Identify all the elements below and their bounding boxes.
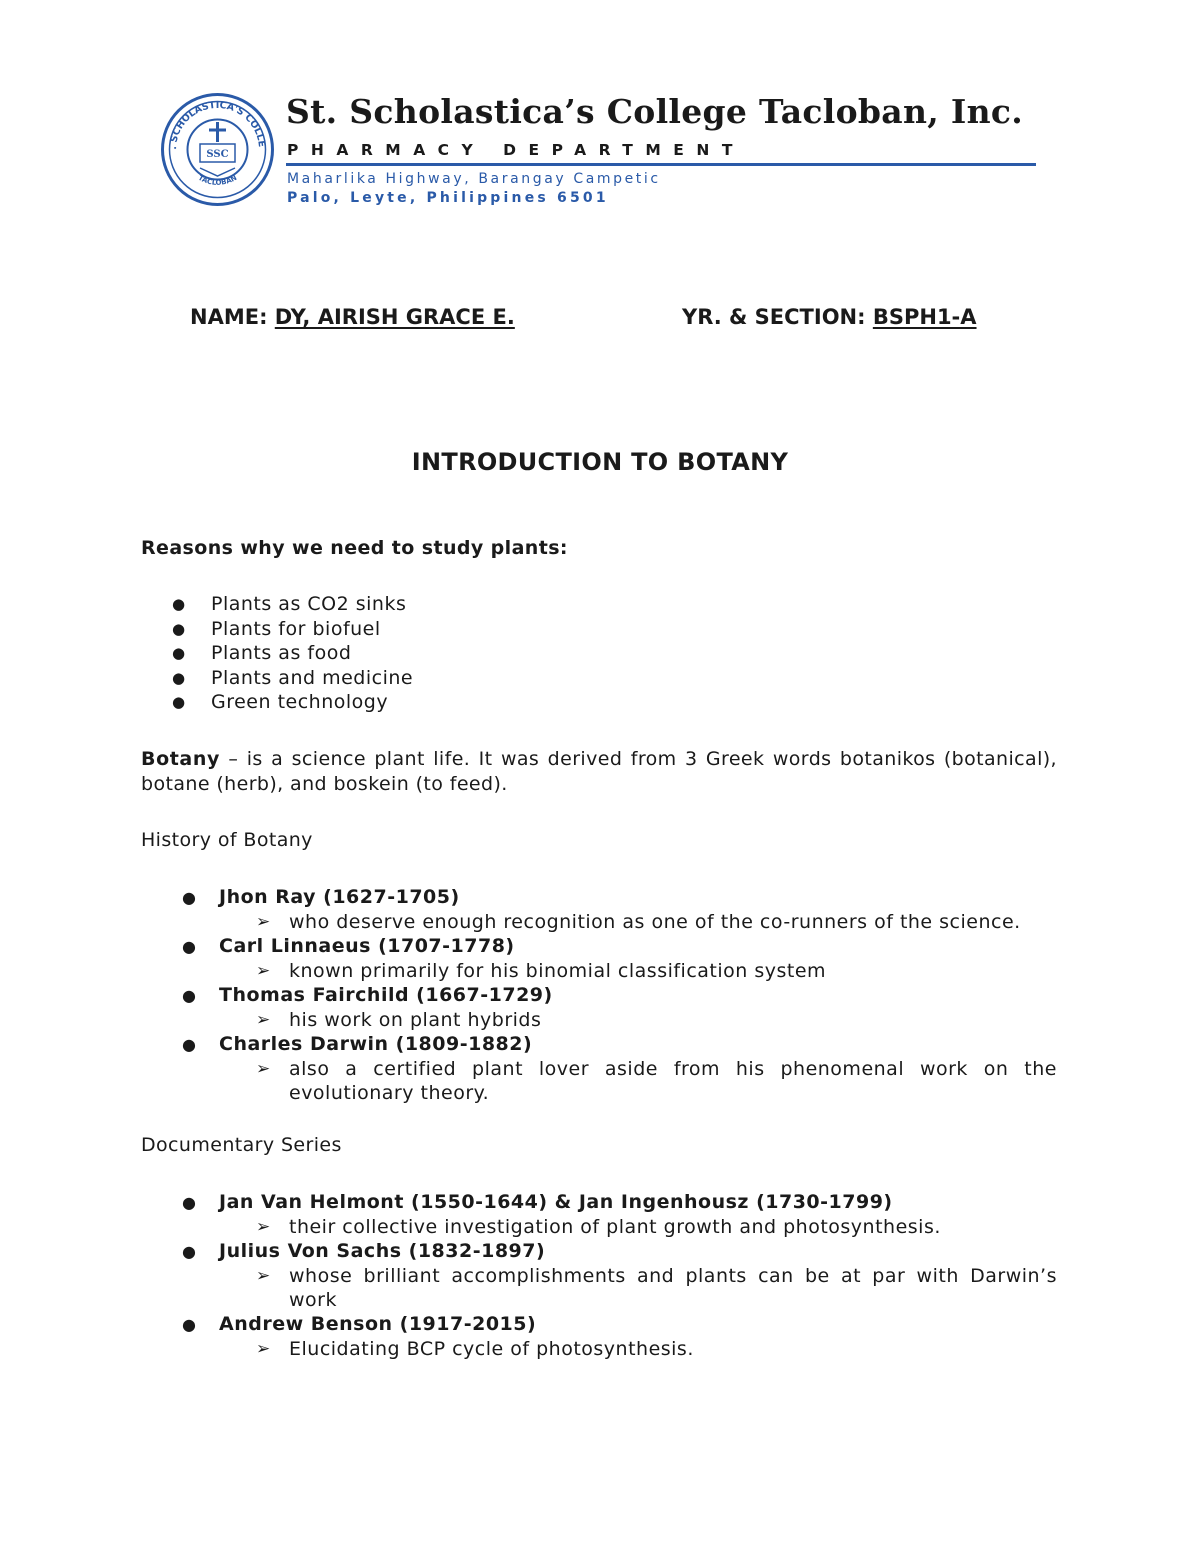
bullet-icon: ● [182,1193,196,1212]
bullet-icon: ● [182,1035,196,1054]
botanist-description: ➢ known primarily for his binomial classification system [256,960,827,982]
botanist-description: ➢ his work on plant hybrids [256,1009,542,1031]
list-item: ● Plants and medicine [172,666,414,689]
bullet-icon: ● [182,937,196,956]
address-line-2: Palo, Leyte, Philippines 6501 [287,190,609,206]
arrow-bullet-icon: ➢ [256,1059,271,1079]
arrow-bullet-icon: ➢ [256,1339,271,1359]
list-item [141,1190,1057,1239]
list-item [141,934,1057,983]
botany-definition [141,747,1057,797]
arrow-bullet-icon: ➢ [256,1266,271,1286]
botany-term: Botany [141,748,220,770]
scientist-name: Andrew Benson (1917-2015) [219,1313,537,1335]
botany-definition-text: – is a science plant life. It was derived from 3 Greek words botanikos (botanical), botane (herb), and boskein (to feed). [141,748,1057,795]
list-item [141,1032,1057,1105]
bullet-icon: ● [182,986,196,1005]
section-value: BSPH1-A [872,305,977,329]
arrow-bullet-icon: ➢ [256,1010,271,1030]
college-seal-logo [160,92,275,207]
student-name-field [190,305,515,329]
list-item [141,885,1057,934]
history-heading: History of Botany [141,829,313,851]
botanist-name: Charles Darwin (1809-1882) [219,1033,533,1055]
list-item: ● Plants for biofuel [172,617,381,640]
documentary-heading: Documentary Series [141,1134,342,1156]
bullet-icon: ● [182,888,196,907]
department-name: PHARMACY DEPARTMENT [287,141,745,159]
scientist-name: Jan Van Helmont (1550-1644) & Jan Ingenhousz (1730-1799) [219,1191,893,1213]
bullet-icon: ● [172,693,186,712]
list-item [141,983,1057,1032]
svg-text:SSC: SSC [206,149,229,160]
botanist-name: Carl Linnaeus (1707-1778) [219,935,515,957]
reasons-heading: Reasons why we need to study plants: [141,537,568,559]
scientist-description: ➢ Elucidating BCP cycle of photosynthesis. [256,1338,694,1360]
scientist-description: ➢ whose brilliant accomplishments and plants can be at par with Darwin’s work [256,1265,1057,1311]
list-item [141,1312,1057,1361]
reasons-list [141,592,413,715]
history-list [141,885,1057,1105]
letterhead-divider [286,163,1036,166]
scientist-description: ➢ their collective investigation of plant growth and photosynthesis. [256,1216,941,1238]
list-item [141,1239,1057,1312]
arrow-bullet-icon: ➢ [256,912,271,932]
botanist-name: Thomas Fairchild (1667-1729) [219,984,553,1006]
bullet-icon: ● [172,668,186,687]
name-label: NAME: [190,305,268,329]
bullet-icon: ● [172,619,186,638]
section-field [682,305,977,329]
list-item: ● Green technology [172,691,389,714]
botanist-description: ➢ who deserve enough recognition as one of the co-runners of the science. [256,911,1021,933]
botanist-name: Jhon Ray (1627-1705) [219,886,460,908]
list-item: ● Plants as food [172,642,352,665]
bullet-icon: ● [172,595,186,613]
bullet-icon: ● [172,644,186,663]
college-name: St. Scholastica’s College Tacloban, Inc. [286,92,1024,131]
svg-text:TACLOBAN: TACLOBAN [196,173,239,187]
list-item: ● Plants as CO2 sinks [172,593,407,615]
documentary-list [141,1190,1057,1361]
bullet-icon: ● [182,1242,196,1261]
name-value: DY, AIRISH GRACE E. [274,305,515,329]
address-line-1: Maharlika Highway, Barangay Campetic [287,171,661,187]
botanist-description: ➢ also a certified plant lover aside from his phenomenal work on the evolutionary theory. [256,1058,1057,1104]
document-title: INTRODUCTION TO BOTANY [411,448,789,476]
scientist-name: Julius Von Sachs (1832-1897) [219,1240,546,1262]
svg-text:ST. SCHOLASTICA'S COLLEGE: . SCHOLASTICA'S COLLE [167,99,268,150]
section-label: YR. & SECTION: [682,305,866,329]
arrow-bullet-icon: ➢ [256,1217,271,1237]
bullet-icon: ● [182,1315,196,1334]
arrow-bullet-icon: ➢ [256,961,271,981]
